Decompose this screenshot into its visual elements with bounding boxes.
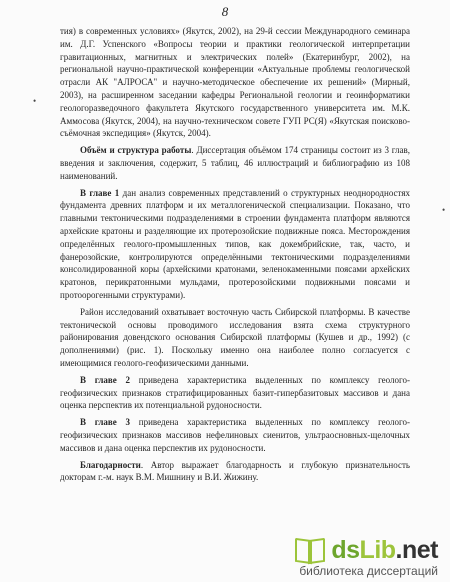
- dslib-watermark: [293, 537, 438, 578]
- paragraph-acknowledgements: [60, 459, 410, 485]
- paragraph-text: приведена характеристика выделенных по комплексу геолого-геофизических признаков стратифицированных базит-гипербазитовых массивов и дана оценка перспектив их потенциальной рудоносности.: [60, 374, 410, 411]
- document-body: [60, 25, 410, 488]
- paragraph-conferences: [60, 25, 410, 140]
- paragraph-lead-in: В главе 2: [80, 374, 131, 385]
- margin-dot: •: [442, 205, 446, 215]
- watermark-subtitle: библиотека диссертаций: [299, 564, 438, 578]
- book-icon: [293, 539, 327, 563]
- paragraph-chapter-3: [60, 416, 410, 454]
- watermark-logo: dsLib.net: [331, 536, 438, 564]
- paragraph-text: Район исследований охватывает восточную часть Сибирской платформы. В качестве тектонической основы проводимого исследования взята схема структурного районирования довендского основания Сибирской платформы (Кушев и др., 1992) (с дополнениями) (рис. 1). Поскольку именно она наиболее полно согласуется с имеющимися геолого-геофизическими данными.: [60, 306, 410, 368]
- paragraph-chapter-2: [60, 374, 410, 412]
- paragraph-chapter-1: [60, 187, 410, 302]
- paragraph-study-area: [60, 306, 410, 370]
- page-number: 8: [221, 4, 229, 19]
- paragraph-lead-in: В главе 1: [80, 187, 120, 198]
- margin-dot: •: [33, 96, 37, 106]
- paragraph-text: . Диссертация объёмом 174 страницы состоит из 3 глав, введения и заключения, содержит, 5 таблиц, 46 иллюстраций и библиографию из 108 наименований.: [60, 145, 410, 181]
- paragraph-text: . Автор выражает благодарность и глубокую признательность докторам г.-м. наук В.М. Мишнину и В.И. Жижину.: [60, 459, 410, 483]
- paragraph-lead-in: Объём и структура работы: [80, 145, 192, 156]
- paragraph-structure: [60, 144, 410, 182]
- paragraph-lead-in: Благодарности: [80, 459, 141, 470]
- paragraph-text: тия) в современных условиях» (Якутск, 2002), на 29-й сессии Международного семинара им. Д.Г. Успенского «Вопросы теории и практики геологической интерпретации гравитационных, магнитных и электрических полей» (Екатеринбург, 2002), на региональной научно-практической конференции «Актуальные проблемы геологической отрасли АК "АЛРОСА" и научно-методическое обеспечение их решений» (Мирный, 2003), на расширенном заседании кафедры Региональной геологии и геоинформатики геологоразведочного факультета Якутского государственного университета им. М.К. Аммосова (Якутск, 2004), на научно-техническом совете ГУП РС(Я) «Якутская поисково-съёмочная экспедиция» (Якутск, 2004).: [60, 26, 410, 139]
- paragraph-text: приведена характеристика выделенных по комплексу геолого-геофизических признаков массивов нефелиновых сиенитов, ультраосновных-щелочных массивов и дана оценка перспектив их рудоносности.: [60, 417, 410, 453]
- paragraph-text: дан анализ современных представлений о структурных неоднородностях фундамента древних платформ и их металлогенической специализации. Показано, что главными тектоническими подразделениями в строении фундамента платформ являются архейские кратоны и разделяющие их протерозойские подвижные пояса. Месторождения определённых геолого-промышленных типов, как докембрийские, так, часто, и фанерозойские, контролируются определёнными тектоническими подразделениями консолидированной коры (архейскими кратонами, зеленокаменными поясами архейских кратонов, перикратонными мульдами, протерозойскими подвижными поясами и протоорогенными структурами).: [60, 187, 410, 300]
- paragraph-lead-in: В главе 3: [80, 417, 131, 428]
